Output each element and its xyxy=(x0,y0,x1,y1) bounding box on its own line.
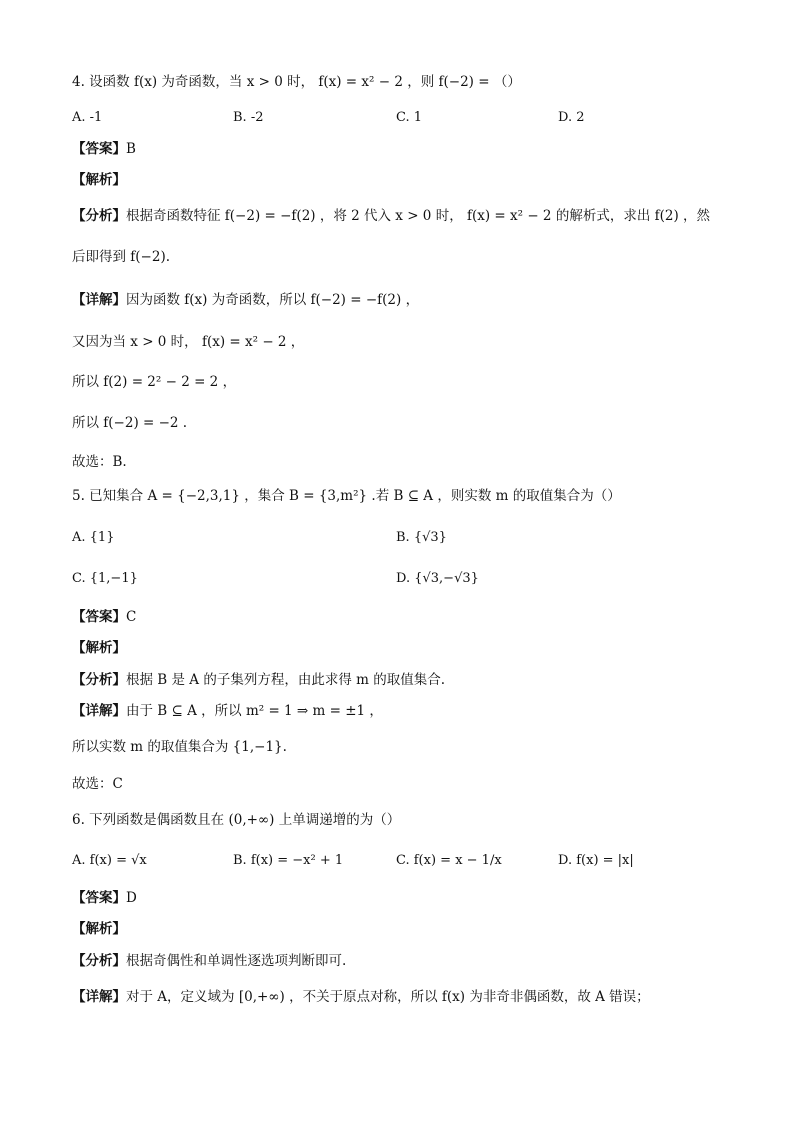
q4-fenxi-line-1 xyxy=(72,206,710,226)
q6-xiangjie-text-1: 对于 A，定义域为 [0,+∞) ，不关于原点对称，所以 f(x) 为非奇非偶函数，故 A 错误； xyxy=(126,989,650,1005)
xiangjie-tag: 【详解】 xyxy=(72,292,126,308)
answer-tag: 【答案】 xyxy=(72,141,126,157)
q4-fenxi-text-1: 根据奇函数特征 f(−2) = −f(2) ，将 2 代入 x > 0 时， f(x) = x² − 2 的解析式，求出 f(2) ，然 xyxy=(126,208,711,224)
fenxi-tag: 【分析】 xyxy=(72,953,126,969)
q5-option-c: C. {1,−1} xyxy=(72,571,138,586)
q4-xiangjie-text-1: 因为函数 f(x) 为奇函数，所以 f(−2) = −f(2) ， xyxy=(126,292,420,308)
q5-xiangjie-line-1 xyxy=(72,701,383,721)
q6-option-c: C. f(x) = x − 1/x xyxy=(396,853,502,868)
fenxi-tag: 【分析】 xyxy=(72,208,126,224)
q4-fenxi-line-2: 后即得到 f(−2). xyxy=(72,249,171,265)
xiangjie-tag: 【详解】 xyxy=(72,703,126,719)
answer-tag: 【答案】 xyxy=(72,890,126,906)
answer-tag: 【答案】 xyxy=(72,609,126,625)
q6-option-d: D. f(x) = |x| xyxy=(558,853,634,868)
q4-analysis-line xyxy=(72,170,126,190)
q5-answer: C xyxy=(126,609,137,625)
q4-option-d: D. 2 xyxy=(558,110,585,125)
q5-xiangjie-text-1: 由于 B ⊆ A ，所以 m² = 1 ⇒ m = ±1 ， xyxy=(126,703,383,719)
q5-option-a: A. {1} xyxy=(72,530,115,545)
q4-option-b: B. -2 xyxy=(233,110,264,125)
q6-answer: D xyxy=(126,890,137,906)
q4-solution-line-4: 所以 f(−2) = −2 . xyxy=(72,415,188,431)
q5-option-b: B. {√3} xyxy=(396,530,447,545)
q5-answer-line xyxy=(72,607,136,627)
q5-choose: 故选：C xyxy=(72,776,123,792)
q5-fenxi-text-1: 根据 B 是 A 的子集列方程，由此求得 m 的取值集合. xyxy=(126,672,446,688)
q4-answer: B xyxy=(126,141,136,157)
analysis-tag: 【解析】 xyxy=(72,921,126,937)
q6-fenxi-text-1: 根据奇偶性和单调性逐选项判断即可. xyxy=(126,953,347,969)
q6-option-b: B. f(x) = −x² + 1 xyxy=(233,853,344,868)
q4-option-a: A. -1 xyxy=(72,110,103,125)
q6-stem: 6. 下列函数是偶函数且在 (0,+∞) 上单调递增的为（） xyxy=(72,812,401,828)
q6-fenxi-line-1 xyxy=(72,951,346,971)
q4-choose: 故选：B. xyxy=(72,454,127,470)
q4-solution-line-2: 又因为当 x > 0 时， f(x) = x² − 2 ， xyxy=(72,334,305,350)
q6-xiangjie-line-1 xyxy=(72,987,650,1007)
q5-option-d: D. {√3,−√3} xyxy=(396,571,479,586)
fenxi-tag: 【分析】 xyxy=(72,672,126,688)
q6-answer-line xyxy=(72,888,137,908)
analysis-tag: 【解析】 xyxy=(72,172,126,188)
analysis-tag: 【解析】 xyxy=(72,640,126,656)
q4-solution-line-3: 所以 f(2) = 2² − 2 = 2 ， xyxy=(72,374,237,390)
q5-solution-line-2: 所以实数 m 的取值集合为 {1,−1}. xyxy=(72,739,287,755)
q5-analysis-line xyxy=(72,638,126,658)
q6-analysis-line xyxy=(72,919,126,939)
q4-answer-line xyxy=(72,139,136,159)
q5-fenxi-line-1 xyxy=(72,670,445,690)
xiangjie-tag: 【详解】 xyxy=(72,989,126,1005)
q5-stem: 5. 已知集合 A = {−2,3,1} ，集合 B = {3,m²} .若 B ⊆ A ，则实数 m 的取值集合为（） xyxy=(72,488,621,504)
q6-option-a: A. f(x) = √x xyxy=(72,853,147,868)
q4-option-c: C. 1 xyxy=(396,110,423,125)
q4-stem: 4. 设函数 f(x) 为奇函数，当 x > 0 时， f(x) = x² − 2 ，则 f(−2) = （） xyxy=(72,74,521,90)
q4-xiangjie-line-1 xyxy=(72,290,419,310)
